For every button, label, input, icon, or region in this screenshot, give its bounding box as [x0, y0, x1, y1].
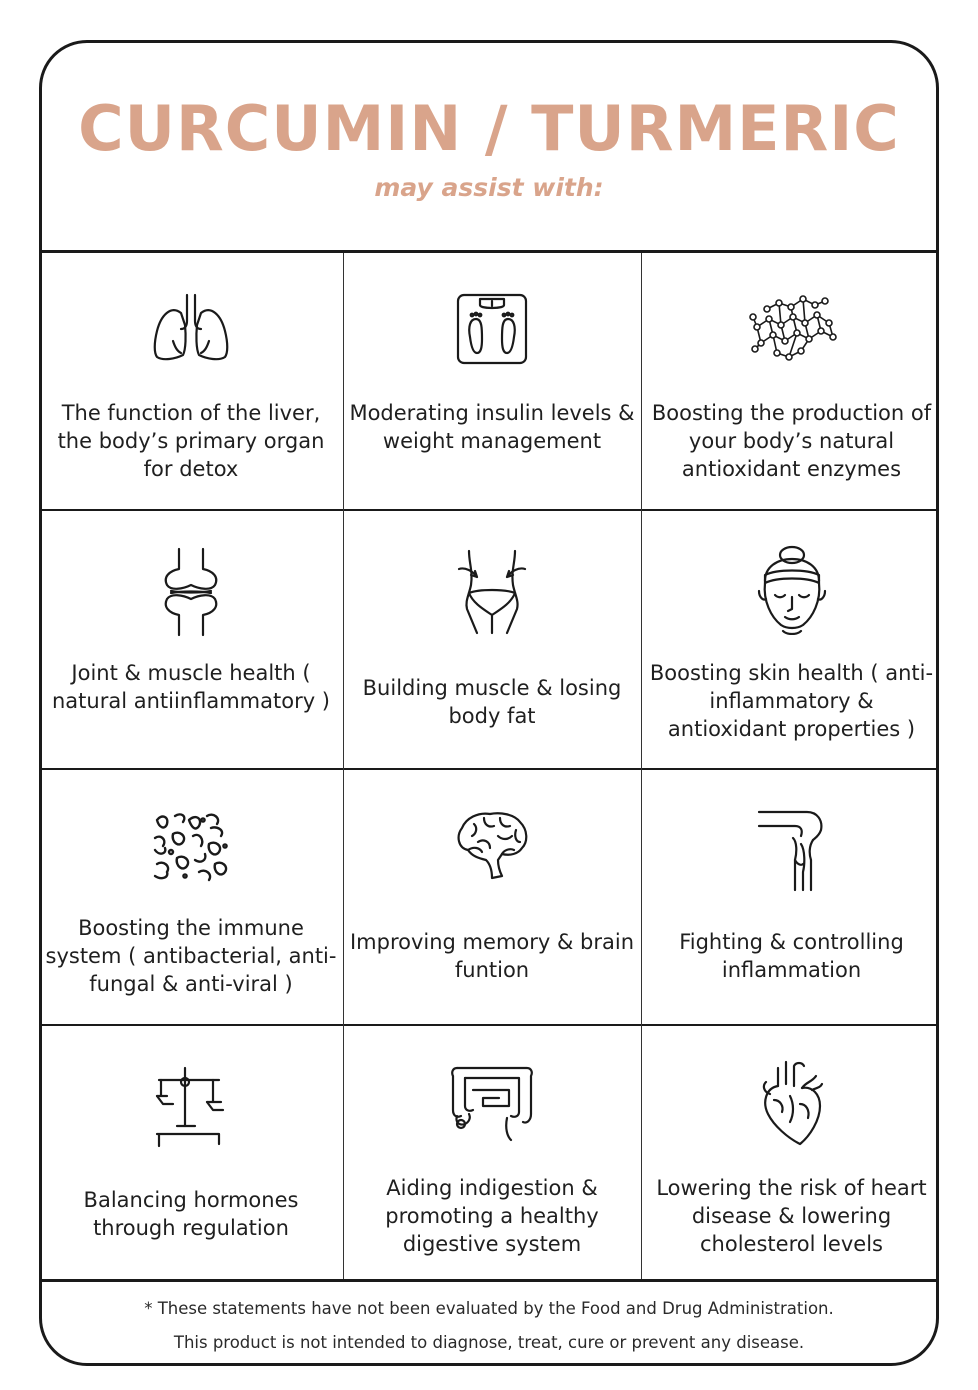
benefit-label: Balancing hormones through regulation — [83, 1188, 299, 1240]
benefit-label: The function of the liver, the body’s primary organ for detox — [57, 401, 325, 481]
benefit-cell-hormones — [39, 1024, 343, 1279]
benefit-cell-immune — [39, 768, 343, 1024]
disclaimer-line-1: * These statements have not been evaluated by the Food and Drug Administration. — [144, 1299, 834, 1318]
lungs-icon — [151, 291, 231, 367]
benefit-label: Boosting the production of your body’s natural antioxidant enzymes — [651, 401, 932, 481]
benefit-label: Building muscle & losing body fat — [362, 676, 622, 728]
benefit-label: Improving memory & brain funtion — [349, 930, 635, 982]
benefit-label: Lowering the risk of heart disease & lowering cholesterol levels — [656, 1176, 927, 1256]
info-card — [39, 40, 939, 1366]
benefit-cell-inflammation — [641, 768, 939, 1024]
heart-organ-icon — [760, 1060, 824, 1146]
waist-slimming-icon — [457, 549, 527, 635]
weight-scale-icon — [454, 291, 530, 367]
bacteria-icon — [151, 810, 231, 882]
face-skincare-icon — [757, 545, 827, 635]
benefit-cell-muscle — [343, 509, 641, 768]
intestine-icon — [449, 1062, 535, 1142]
benefit-label: Aiding indigestion & promoting a healthy digestive system — [385, 1176, 599, 1256]
knee-bone-icon — [757, 808, 827, 892]
benefit-cell-skin — [641, 509, 939, 768]
benefit-cell-joint — [39, 509, 343, 768]
benefit-cell-heart — [641, 1024, 939, 1279]
page-subtitle: may assist with: — [374, 173, 604, 202]
benefit-label: Boosting skin health ( anti-inflammatory & antioxidant properties ) — [649, 661, 934, 741]
benefit-cell-antioxidant — [641, 253, 939, 509]
benefit-label: Moderating insulin levels & weight management — [349, 401, 635, 453]
knee-joint-icon — [161, 547, 221, 637]
benefit-label: Joint & muscle health ( natural antiinflammatory ) — [51, 661, 330, 713]
page-title: CURCUMIN / TURMERIC — [78, 92, 900, 165]
disclaimer-line-2: This product is not intended to diagnose, treat, cure or prevent any disease. — [173, 1333, 805, 1352]
balance-scale-icon — [155, 1066, 227, 1148]
benefits-grid — [39, 250, 939, 1282]
benefit-cell-memory — [343, 768, 641, 1024]
brain-icon — [454, 810, 530, 880]
molecule-network-icon — [747, 287, 837, 367]
benefit-label: Boosting the immune system ( antibacterial, anti-fungal & anti-viral ) — [45, 916, 337, 996]
benefit-label: Fighting & controlling inflammation — [679, 930, 904, 982]
benefit-cell-insulin — [343, 253, 641, 509]
benefit-cell-liver — [39, 253, 343, 509]
benefit-cell-digestion — [343, 1024, 641, 1279]
